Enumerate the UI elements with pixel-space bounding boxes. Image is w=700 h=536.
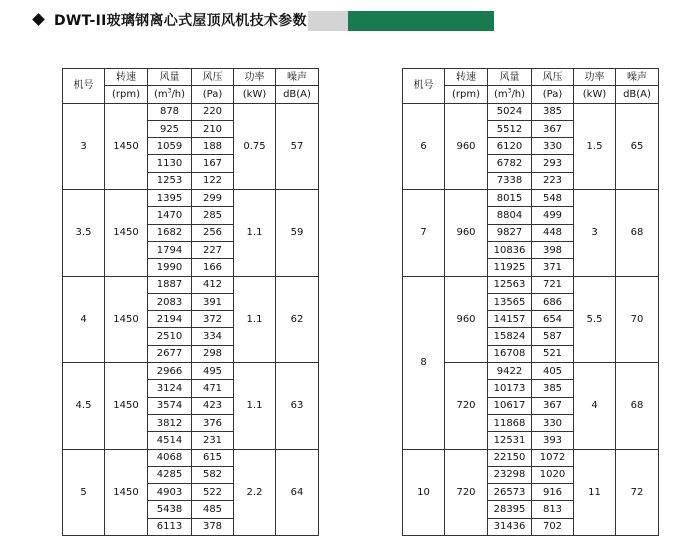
table-row <box>403 276 659 293</box>
cell-airflow: 31436 <box>488 518 532 535</box>
cell-airflow: 10173 <box>488 380 532 397</box>
cell-pressure: 393 <box>532 432 574 449</box>
cell-pressure: 299 <box>192 190 234 207</box>
cell-pressure: 423 <box>192 397 234 414</box>
col-header-speed: 转速 <box>105 69 148 86</box>
cell-airflow: 5512 <box>488 120 532 137</box>
cell-noise: 70 <box>616 276 659 362</box>
unit-airflow <box>488 86 532 103</box>
cell-pressure: 495 <box>192 363 234 380</box>
cell-airflow: 7338 <box>488 172 532 189</box>
cell-speed: 1450 <box>105 449 148 535</box>
cell-airflow: 2194 <box>148 311 192 328</box>
diamond-bullet-icon <box>32 13 45 26</box>
cell-pressure: 334 <box>192 328 234 345</box>
cell-power: 4 <box>574 363 616 449</box>
cell-airflow: 15824 <box>488 328 532 345</box>
cell-noise: 72 <box>616 449 659 535</box>
cell-airflow: 9422 <box>488 363 532 380</box>
cell-airflow: 9827 <box>488 224 532 241</box>
cell-pressure: 385 <box>532 380 574 397</box>
cell-pressure: 167 <box>192 155 234 172</box>
cell-airflow: 6782 <box>488 155 532 172</box>
col-header-power: 功率 <box>234 69 276 86</box>
cell-pressure: 188 <box>192 138 234 155</box>
cell-power: 0.75 <box>234 103 276 189</box>
cell-airflow: 12563 <box>488 276 532 293</box>
unit-airflow-pre: (m <box>153 88 168 100</box>
cell-airflow: 2083 <box>148 293 192 310</box>
cell-pressure: 582 <box>192 466 234 483</box>
table-row <box>63 103 319 120</box>
cell-pressure: 231 <box>192 432 234 449</box>
cell-airflow: 3574 <box>148 397 192 414</box>
cell-airflow: 10617 <box>488 397 532 414</box>
cell-airflow: 1794 <box>148 241 192 258</box>
cell-power: 5.5 <box>574 276 616 362</box>
cell-pressure: 227 <box>192 241 234 258</box>
col-header-noise: 噪声 <box>616 69 659 86</box>
cell-pressure: 391 <box>192 293 234 310</box>
unit-airflow-pre: (m <box>493 88 508 100</box>
cell-airflow: 3124 <box>148 380 192 397</box>
cell-power: 3 <box>574 190 616 276</box>
cell-airflow: 1990 <box>148 259 192 276</box>
cell-pressure: 522 <box>192 484 234 501</box>
cell-model: 7 <box>403 190 445 276</box>
cell-noise: 62 <box>276 276 319 362</box>
table-row <box>403 449 659 466</box>
cell-airflow: 1130 <box>148 155 192 172</box>
cell-airflow: 12531 <box>488 432 532 449</box>
table-row <box>63 449 319 466</box>
cell-power: 1.1 <box>234 276 276 362</box>
cell-airflow: 6113 <box>148 518 192 535</box>
cell-pressure: 412 <box>192 276 234 293</box>
cell-pressure: 615 <box>192 449 234 466</box>
cell-pressure: 330 <box>532 414 574 431</box>
cell-model: 4.5 <box>63 363 105 449</box>
cell-pressure: 485 <box>192 501 234 518</box>
table-row <box>63 363 319 380</box>
cell-airflow: 26573 <box>488 484 532 501</box>
cell-airflow: 1682 <box>148 224 192 241</box>
cell-airflow: 2510 <box>148 328 192 345</box>
cell-airflow: 2966 <box>148 363 192 380</box>
cell-noise: 57 <box>276 103 319 189</box>
cell-pressure: 372 <box>192 311 234 328</box>
cell-airflow: 1059 <box>148 138 192 155</box>
cell-airflow: 1887 <box>148 276 192 293</box>
cell-pressure: 122 <box>192 172 234 189</box>
cell-pressure: 210 <box>192 120 234 137</box>
unit-speed: (rpm) <box>445 86 488 103</box>
col-header-speed: 转速 <box>445 69 488 86</box>
cell-noise: 59 <box>276 190 319 276</box>
table-row <box>63 190 319 207</box>
cell-pressure: 367 <box>532 397 574 414</box>
cell-airflow: 11868 <box>488 414 532 431</box>
cell-airflow: 10836 <box>488 241 532 258</box>
cell-noise: 63 <box>276 363 319 449</box>
cell-pressure: 916 <box>532 484 574 501</box>
cell-model: 6 <box>403 103 445 189</box>
cell-pressure: 499 <box>532 207 574 224</box>
header-bar-grey <box>308 11 348 31</box>
cell-speed: 1450 <box>105 363 148 449</box>
cell-power: 1.5 <box>574 103 616 189</box>
unit-speed: (rpm) <box>105 86 148 103</box>
unit-pressure: (Pa) <box>532 86 574 103</box>
cell-airflow: 4285 <box>148 466 192 483</box>
cell-pressure: 686 <box>532 293 574 310</box>
cell-pressure: 471 <box>192 380 234 397</box>
cell-speed: 1450 <box>105 276 148 362</box>
col-header-model: 机号 <box>403 69 445 104</box>
spec-table-left <box>62 68 319 536</box>
unit-airflow-sup: 3 <box>507 87 512 95</box>
unit-airflow-post: /h) <box>171 88 186 100</box>
cell-power: 1.1 <box>234 363 276 449</box>
col-header-pressure: 风压 <box>192 69 234 86</box>
cell-airflow: 1253 <box>148 172 192 189</box>
unit-power: (kW) <box>234 86 276 103</box>
col-header-airflow: 风量 <box>488 69 532 86</box>
unit-airflow-sup: 3 <box>167 87 172 95</box>
cell-noise: 68 <box>616 190 659 276</box>
table-row <box>63 276 319 293</box>
cell-pressure: 223 <box>532 172 574 189</box>
cell-noise: 65 <box>616 103 659 189</box>
col-header-power: 功率 <box>574 69 616 86</box>
cell-noise: 68 <box>616 363 659 449</box>
unit-airflow <box>148 86 192 103</box>
cell-pressure: 367 <box>532 120 574 137</box>
cell-model: 5 <box>63 449 105 535</box>
cell-airflow: 14157 <box>488 311 532 328</box>
cell-pressure: 371 <box>532 259 574 276</box>
spec-table-right <box>402 68 659 536</box>
header-row <box>403 69 659 86</box>
cell-airflow: 3812 <box>148 414 192 431</box>
cell-pressure: 654 <box>532 311 574 328</box>
table-row <box>403 103 659 120</box>
cell-model: 3 <box>63 103 105 189</box>
cell-pressure: 166 <box>192 259 234 276</box>
cell-pressure: 220 <box>192 103 234 120</box>
col-header-noise: 噪声 <box>276 69 319 86</box>
cell-speed: 960 <box>445 190 488 276</box>
cell-power: 1.1 <box>234 190 276 276</box>
cell-airflow: 5438 <box>148 501 192 518</box>
cell-pressure: 378 <box>192 518 234 535</box>
cell-airflow: 1470 <box>148 207 192 224</box>
table-row <box>403 190 659 207</box>
cell-pressure: 285 <box>192 207 234 224</box>
cell-model: 3.5 <box>63 190 105 276</box>
unit-power: (kW) <box>574 86 616 103</box>
header-row <box>63 69 319 86</box>
cell-pressure: 721 <box>532 276 574 293</box>
cell-speed: 720 <box>445 363 488 449</box>
cell-pressure: 521 <box>532 345 574 362</box>
cell-pressure: 1020 <box>532 466 574 483</box>
cell-speed: 960 <box>445 276 488 362</box>
cell-airflow: 28395 <box>488 501 532 518</box>
cell-airflow: 22150 <box>488 449 532 466</box>
cell-airflow: 2677 <box>148 345 192 362</box>
cell-speed: 720 <box>445 449 488 535</box>
cell-speed: 960 <box>445 103 488 189</box>
col-header-airflow: 风量 <box>148 69 192 86</box>
cell-speed: 1450 <box>105 190 148 276</box>
cell-airflow: 8804 <box>488 207 532 224</box>
cell-pressure: 1072 <box>532 449 574 466</box>
cell-speed: 1450 <box>105 103 148 189</box>
cell-airflow: 1395 <box>148 190 192 207</box>
cell-airflow: 4514 <box>148 432 192 449</box>
cell-airflow: 925 <box>148 120 192 137</box>
unit-airflow-post: /h) <box>511 88 526 100</box>
cell-power: 11 <box>574 449 616 535</box>
col-header-model: 机号 <box>63 69 105 104</box>
cell-pressure: 448 <box>532 224 574 241</box>
unit-noise: dB(A) <box>276 86 319 103</box>
cell-airflow: 23298 <box>488 466 532 483</box>
cell-pressure: 330 <box>532 138 574 155</box>
cell-pressure: 587 <box>532 328 574 345</box>
cell-pressure: 298 <box>192 345 234 362</box>
cell-airflow: 6120 <box>488 138 532 155</box>
cell-noise: 64 <box>276 449 319 535</box>
cell-pressure: 376 <box>192 414 234 431</box>
col-header-pressure: 风压 <box>532 69 574 86</box>
cell-pressure: 405 <box>532 363 574 380</box>
unit-pressure: (Pa) <box>192 86 234 103</box>
cell-pressure: 813 <box>532 501 574 518</box>
cell-pressure: 702 <box>532 518 574 535</box>
cell-model: 8 <box>403 276 445 449</box>
cell-pressure: 385 <box>532 103 574 120</box>
cell-airflow: 4068 <box>148 449 192 466</box>
section-title: DWT-II玻璃钢离心式屋顶风机技术参数 <box>54 13 307 29</box>
header-bar-green <box>348 11 494 31</box>
cell-pressure: 293 <box>532 155 574 172</box>
cell-airflow: 11925 <box>488 259 532 276</box>
cell-airflow: 8015 <box>488 190 532 207</box>
cell-model: 10 <box>403 449 445 535</box>
cell-pressure: 398 <box>532 241 574 258</box>
cell-airflow: 16708 <box>488 345 532 362</box>
cell-airflow: 5024 <box>488 103 532 120</box>
cell-power: 2.2 <box>234 449 276 535</box>
unit-noise: dB(A) <box>616 86 659 103</box>
cell-airflow: 4903 <box>148 484 192 501</box>
cell-pressure: 256 <box>192 224 234 241</box>
cell-airflow: 878 <box>148 103 192 120</box>
cell-pressure: 548 <box>532 190 574 207</box>
cell-airflow: 13565 <box>488 293 532 310</box>
cell-model: 4 <box>63 276 105 362</box>
